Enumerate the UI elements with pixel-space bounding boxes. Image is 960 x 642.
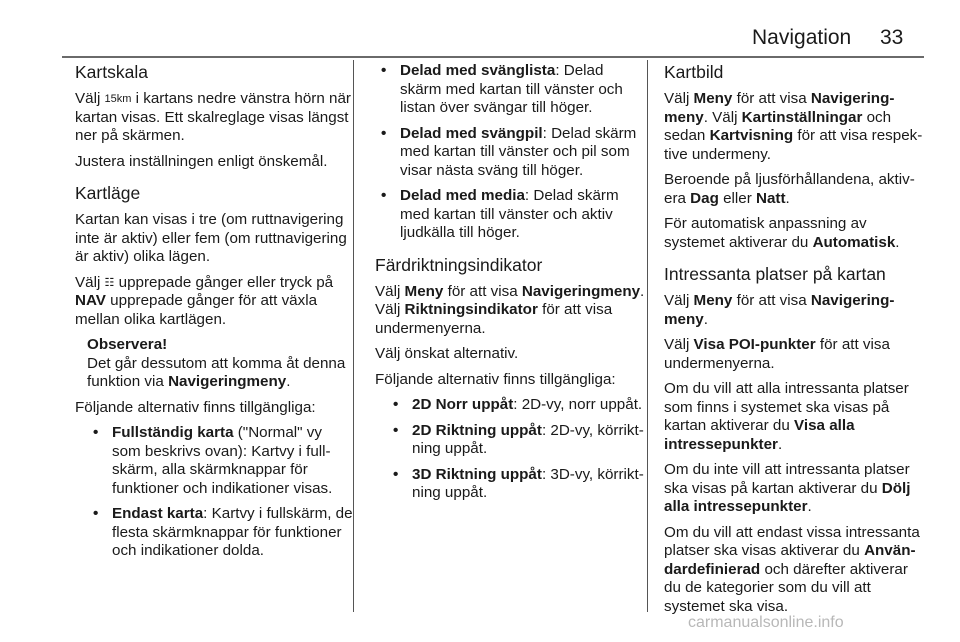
paragraph: Följande alternativ finns tillgängliga: (75, 398, 316, 416)
column-divider-2 (647, 60, 648, 612)
column-2 (375, 62, 645, 510)
paragraph: Om du inte vill att intressanta platser ska visas på kartan aktiverar du Dölj alla intressepunkter. (664, 461, 911, 515)
section-heading-kartlage: Kartläge (75, 183, 141, 203)
paragraph: Om du vill att endast vissa intressanta platser ska visas aktiverar du Användardefinierad och därefter aktiverar du de kategorier som du vill att systemet ska visa. (664, 523, 920, 615)
bullet-list (387, 396, 645, 503)
list-item: • Delad med svänglista: Delad skärm med kartan till vänster och listan över svängar till höger. (381, 62, 623, 116)
map-scale-icon: 15km (104, 93, 132, 105)
section-heading-kartbild: Kartbild (664, 62, 724, 82)
bullet-icon: • (393, 465, 399, 483)
list-item: • 2D Norr uppåt: 2D-vy, norr uppåt. (393, 396, 643, 413)
paragraph: Välj ☷ upprepade gånger eller tryck på NAV upprepade gånger för att växla mellan olika kartlägen. (75, 273, 334, 328)
list-item: • 2D Riktning uppåt: 2D-vy, körriktning uppåt. (393, 421, 644, 457)
note-title: Observera! (87, 336, 168, 353)
bullet-icon: • (381, 124, 387, 142)
bullet-icon: • (381, 62, 387, 79)
column-3 (664, 62, 929, 623)
page-header (0, 0, 960, 60)
bullet-icon: • (93, 424, 99, 441)
paragraph: Välj Meny för att visa Navigeringmeny. Välj Kartinställningar och sedan Kartvisning för att visa respektive undermeny. (664, 90, 923, 163)
section-heading-kartskala: Kartskala (75, 62, 148, 82)
paragraph: Beroende på ljusförhållandena, aktivera Dag eller Natt. (664, 171, 915, 207)
header-rule (62, 56, 924, 58)
list-item: • 3D Riktning uppåt: 3D-vy, körriktning uppåt. (393, 465, 644, 501)
map-mode-icon: ☷ (104, 276, 115, 289)
bullet-list (375, 62, 645, 243)
paragraph: Följande alternativ finns tillgängliga: (375, 370, 616, 388)
column-divider-1 (353, 60, 354, 612)
paragraph: Välj Meny för att visa Navigeringmeny. (664, 292, 895, 328)
bullet-icon: • (393, 396, 399, 413)
bullet-icon: • (93, 505, 99, 522)
list-item: • Endast karta: Kartvy i fullskärm, de flesta skärmknappar för funktioner och indikationer dolda. (93, 505, 353, 559)
list-item: • Fullständig karta ("Normal" vy som beskrivs ovan): Kartvy i fullskärm, alla skärmknappar för funktioner och indikationer visas. (93, 424, 333, 497)
note-box: Observera! Det går dessutom att komma åt denna funktion via Navigeringmeny. (87, 336, 346, 390)
list-item: • Delad med svängpil: Delad skärm med kartan till vänster och pil som visar nästa sväng till höger. (381, 124, 637, 179)
bullet-list (87, 424, 353, 561)
bullet-icon: • (393, 421, 399, 439)
page-title: Navigation (752, 26, 852, 49)
paragraph: Kartan kan visas i tre (om ruttnavigering inte är aktiv) eller fem (om ruttnavigering är aktiv) olika lägen. (75, 211, 347, 265)
bullet-icon: • (381, 187, 387, 204)
paragraph: Välj önskat alternativ. (375, 345, 519, 362)
paragraph: Välj Visa POI-punkter för att visa undermenyerna. (664, 336, 890, 372)
paragraph: Välj 15km i kartans nedre vänstra hörn när kartan visas. Ett skalreglage visas längst ner på skärmen. (75, 90, 351, 144)
section-heading-intressanta-platser: Intressanta platser på kartan (664, 264, 886, 284)
section-heading-fardriktningsindikator: Färdriktningsindikator (375, 254, 543, 275)
column-1 (75, 62, 353, 568)
page-number: 33 (880, 26, 904, 49)
paragraph: För automatisk anpassning av systemet aktiverar du Automatisk. (664, 215, 900, 251)
watermark: carmanualsonline.info (688, 614, 844, 631)
list-item: • Delad med media: Delad skärm med kartan till vänster och aktiv ljudkälla till höger. (381, 187, 619, 241)
paragraph: Justera inställningen enligt önskemål. (75, 152, 328, 170)
paragraph: Om du vill att alla intressanta platser som finns i systemet ska visas på kartan aktiverar du Visa alla intressepunkter. (664, 380, 909, 453)
paragraph: Välj Meny för att visa Navigeringmeny. Välj Riktningsindikator för att visa undermenyerna. (375, 282, 645, 337)
